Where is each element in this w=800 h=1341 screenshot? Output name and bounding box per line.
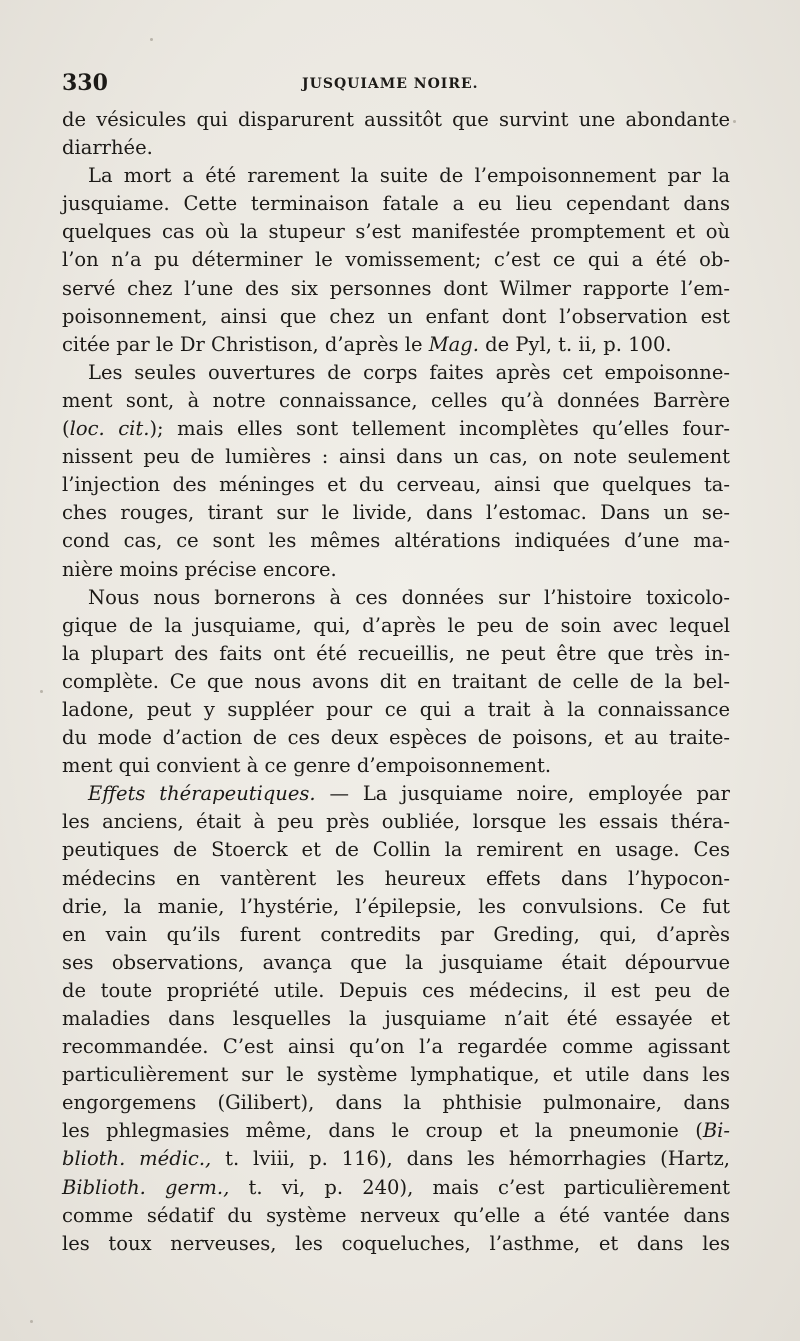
text-line [62,724,730,752]
text-line [62,359,730,387]
text-segment: maladies dans lesquelles la jusquiame n’ait été essayée et [62,1007,730,1030]
text-line [62,1005,730,1033]
text-segment: drie, la manie, l’hystérie, l’épilepsie, les convulsions. Ce fut [62,894,730,918]
text-segment: l’injection des méninges et du cerveau, ainsi que quelques ta- [62,473,730,497]
page-header [62,70,732,106]
text-segment: les toux nerveuses, les coqueluches, l’asthme, et dans les [62,1231,730,1255]
text-segment: quelques cas où la stupeur s’est manifestée promptement et où [62,220,730,244]
text-line [62,1174,730,1202]
text-line [62,1089,730,1117]
text-line [62,949,730,977]
text-line [62,640,730,668]
text-line [62,977,730,1005]
text-segment: ses observations, avança que la jusquiame était dépourvue [62,950,730,974]
text-line [62,584,730,612]
text-segment: Nous nous bornerons à ces données sur l’histoire toxicolo- [88,585,730,609]
text-line [62,893,730,921]
running-title: JUSQUIAME NOIRE. [302,76,479,92]
text-segment: comme sédatif du système nerveux qu’elle a été vantée dans [62,1203,730,1227]
text-line [62,865,730,893]
text-segment: La mort a été rarement la suite de l’empoisonnement par la [88,164,730,188]
italic-text: blioth. médic., [62,1147,212,1171]
text-line [62,1061,730,1089]
text-segment: t. vi, p. 240), mais c’est particulièrement [229,1175,730,1199]
italic-text: Biblioth. germ., [62,1175,230,1199]
text-line [62,275,730,303]
text-segment: peutiques de Stoerck et de Collin la remirent en usage. Ces [62,838,730,862]
text-segment: de vésicules qui disparurent aussitôt que survint une abondante [62,108,730,131]
text-line [62,1033,730,1061]
text-line [62,106,730,134]
text-line [62,499,730,527]
text-segment: ment qui convient à ce genre d’empoisonnement. [62,754,552,778]
text-segment: servé chez l’une des six personnes dont Wilmer rapporte l’em- [62,276,730,300]
text-line [62,696,730,724]
text-segment: diarrhée. [62,136,153,160]
text-line [62,162,730,190]
text-line [62,752,730,780]
text-segment: poisonnement, ainsi que chez un enfant dont l’observation est [62,304,730,328]
text-segment: de toute propriété utile. Depuis ces médecins, il est peu de [62,978,730,1002]
paper-speck [733,120,736,123]
text-segment: la plupart des faits ont été recueillis, ne peut être que très in- [62,641,730,665]
text-line [62,1117,730,1145]
text-segment: du mode d’action de ces deux espèces de poisons, et au traite- [62,726,730,750]
text-line [62,190,730,218]
paper-speck [40,690,43,693]
text-line [62,443,730,471]
text-line [62,246,730,274]
italic-text: Mag. [428,332,479,356]
text-segment: particulièrement sur le système lymphatique, et utile dans les [62,1063,730,1087]
text-line [62,415,730,443]
text-line [62,387,730,415]
text-segment: médecins en vantèrent les heureux effets dans l’hypocon- [62,866,730,890]
italic-text: Bi- [702,1119,730,1143]
page-number: 330 [62,70,108,96]
text-line [62,218,730,246]
text-line [62,1202,730,1230]
text-line [62,331,730,359]
text-segment: ladone, peut y suppléer pour ce qui a trait à la connaissance [62,697,730,721]
text-line [62,527,730,555]
text-segment: les phlegmasies même, dans le croup et la pneumonie ( [62,1119,703,1143]
text-segment: ches rouges, tirant sur le livide, dans l’estomac. Dans un se- [62,501,730,525]
text-segment: — La jusquiame noire, employée par [315,782,730,806]
text-segment: engorgemens (Gilibert), dans la phthisie pulmonaire, dans [62,1091,730,1115]
text-segment: nissent peu de lumières : ainsi dans un cas, on note seulement [62,445,730,469]
text-segment: citée par le Dr Christison, d’après le [62,332,429,356]
text-line [62,471,730,499]
text-segment: jusquiame. Cette terminaison fatale a eu lieu cependant dans [62,192,730,216]
text-line [62,1230,730,1258]
text-segment: en vain qu’ils furent contredits par Greding, qui, d’après [62,922,730,946]
text-segment: recommandée. C’est ainsi qu’on l’a regardée comme agissant [62,1035,730,1059]
text-line [62,808,730,836]
text-segment: Les seules ouvertures de corps faites après cet empoisonne- [88,360,730,384]
text-segment: ment sont, à notre connaissance, celles qu’à données Barrère [62,388,730,412]
text-segment: ( [62,417,70,441]
text-line [62,780,730,808]
text-line [62,134,730,162]
body-text [62,106,730,1258]
text-segment: de Pyl, t. ii, p. 100. [478,332,672,356]
italic-text: loc. cit. [69,417,150,441]
paper-speck [150,38,153,41]
text-segment: t. lviii, p. 116), dans les hémorrhagies (Hartz, [211,1147,730,1171]
text-segment: gique de la jusquiame, qui, d’après le peu de soin avec lequel [62,613,730,637]
text-segment: nière moins précise encore. [62,557,337,581]
text-segment: les anciens, était à peu près oubliée, lorsque les essais théra- [62,810,730,834]
text-line [62,836,730,864]
text-segment: cond cas, ce sont les mêmes altérations indiquées d’une ma- [62,529,730,553]
text-segment: complète. Ce que nous avons dit en traitant de celle de la bel- [62,669,730,693]
paper-speck [30,1320,33,1323]
text-line [62,1145,730,1173]
italic-text: Effets thérapeutiques. [88,782,316,806]
text-line [62,556,730,584]
text-line [62,921,730,949]
text-line [62,303,730,331]
text-line [62,668,730,696]
text-line [62,612,730,640]
text-segment: l’on n’a pu déterminer le vomissement; c’est ce qui a été ob- [62,248,730,272]
text-segment: ); mais elles sont tellement incomplètes qu’elles four- [149,417,730,441]
